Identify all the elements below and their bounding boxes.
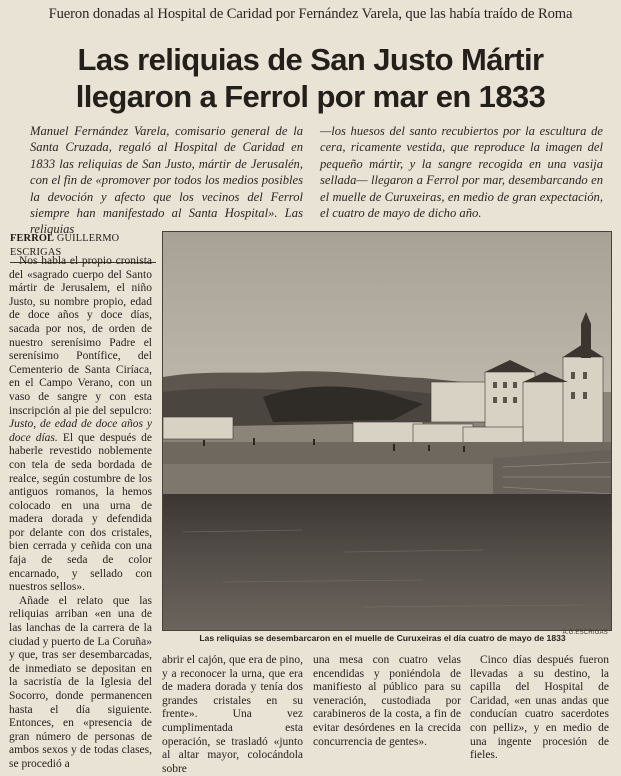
body-column-bottom-3 — [470, 654, 609, 763]
body-column-bottom-2 — [313, 654, 461, 749]
body-paragraph-1-rest: El que después de haberle revestido noblemente con tela de seda bordada de realce, según costumbre de los antiguos romanos, la hemos colocado en una urna de madera dorada y defendida por delante con dos cristales, bien cerrada y ceñida con una faja de seda de color encarnado, y sellado con nuestros sellos». — [9, 431, 152, 594]
body-paragraph-2: Añade el relato que las reliquias arriban «en una de las lanchas de la carrera de la ciudad y puerto de La Coruña» y que, tras ser desembarcadas, de inmediato se depositan en la sacristía de la Iglesia del Socorro, donde permanencen hasta el día siguiente. Entonces, en «presencia de gran número de personas de ambos sexos y de todas clases, se procedió a — [9, 594, 152, 770]
photo-caption: Las reliquias se desembarcaron en el muelle de Curuxeiras el día cuatro de mayo de 1833 — [199, 633, 566, 643]
harbor-photo-illustration — [163, 232, 611, 630]
photo-credit: A.G.ESCRIGAS — [562, 630, 608, 636]
body-column-bottom-1 — [162, 654, 303, 776]
lede-left-column: Manuel Fernández Varela, comisario general de la Santa Cruzada, regaló al Hospital de Caridad en 1833 las reliquias de San Justo, mártir de Jerusalén, con el fin de «promover por todos los medios posibles la devoción y afecto que los vecinos del Ferrol siempre han manifestado al Santa Hospital». Las reliquias — [30, 124, 303, 237]
body-paragraph-b3: Cinco días después fueron llevadas a su destino, la capilla del Hospital de Caridad, «en unas andas que conducían cuatro sacerdotes con pelliz», y en medio de una ingente procesión de fieles. — [470, 654, 609, 762]
headline-line-2: llegaron a Ferrol por mar en 1833 — [75, 79, 546, 114]
body-paragraph-1 — [9, 255, 152, 595]
headline-line-1: Las reliquias de San Justo Mártir — [77, 42, 544, 77]
lede-right-column: —los huesos del santo recubiertos por la escultura de cera, ricamente vestida, que reproduce la imagen del pequeño mártir, y la sangre recogida en una vasija sellada— llegaron a Ferrol por mar, desembarcando en el muelle de Curuxeiras, en medio de gran expectación, el cuatro de mayo de dicho año. — [320, 124, 603, 221]
body-paragraph-b2: una mesa con cuatro velas encendidas y poniéndola de manifiesto al público para su veneración, custodiada por carabineros de la costa, a fin de evitar desórdenes en la crecida concurrencia de gentes». — [313, 654, 461, 748]
body-paragraph-1-start: Nos habla el propio cronista del «sagrado cuerpo del Santo mártir de Jerusalem, el niño Justo, su nombre propio, edad de doce años y doce días, sacada por nos, de orden de nuestro serenísimo Padre el serenísimo Pontífice, del Cementerio de Santa Ciríaca, en el Campo Verano, con un vaso de sangre y con esta inscripción al pie del sepulcro: — [9, 255, 152, 417]
body-paragraph-b1: abrir el cajón, que era de pino, y a reconocer la urna, que era de madera dorada y tenía dos grandes cristales en su frente». Una vez cumplimentada esta operación, se trasladó «junto al altar mayor, colocándola sobre — [162, 654, 303, 775]
byline-place: FERROL — [10, 233, 55, 244]
article-kicker: Fueron donadas al Hospital de Caridad por Fernández Varela, que las había traído de Roma — [48, 6, 573, 22]
body-column-left — [9, 255, 152, 772]
byline-author: GUILLERMO ESCRIGAS — [10, 233, 120, 258]
harbor-photo — [162, 231, 612, 631]
inscription-italic: Justo, de edad de doce años y doce días. — [9, 418, 152, 444]
